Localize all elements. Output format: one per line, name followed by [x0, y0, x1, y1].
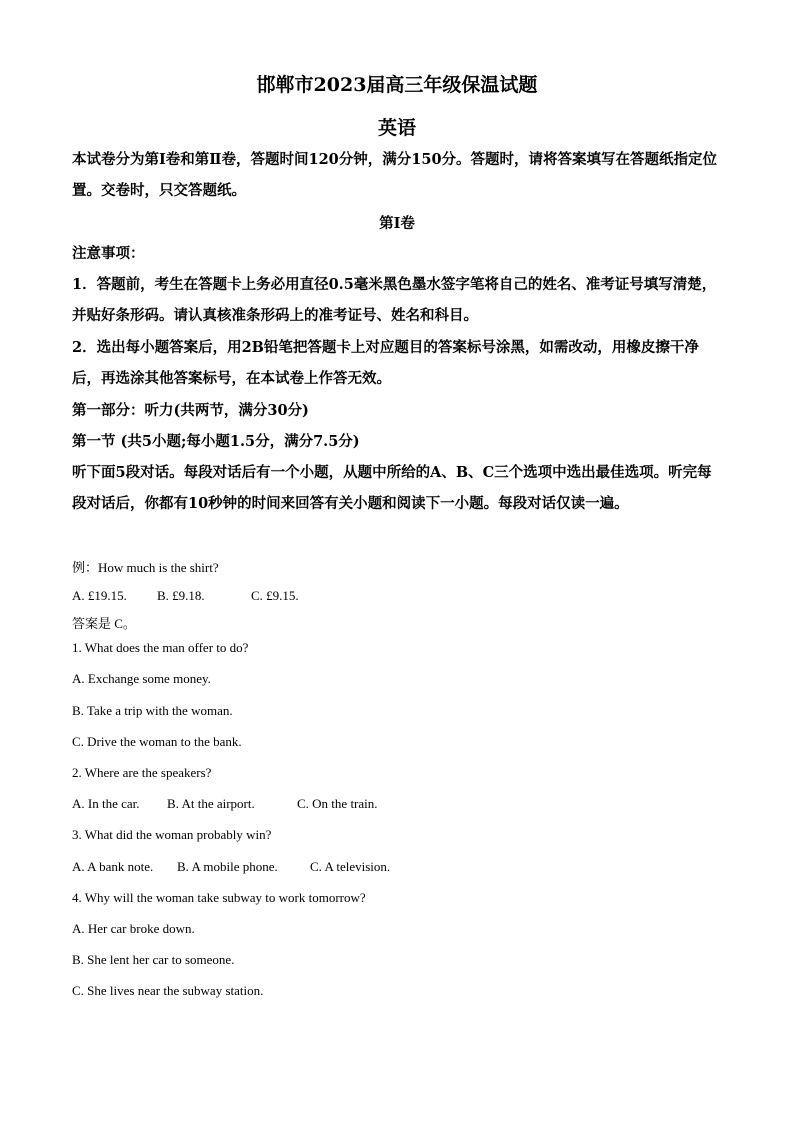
question-3: 3. What did the woman probably win?: [72, 827, 272, 842]
question-2-option-b: B. At the airport.: [167, 796, 255, 811]
example-option-a: A. £19.15.: [72, 588, 127, 603]
question-4: 4. Why will the woman take subway to work tomorrow?: [72, 890, 366, 905]
example-options: [72, 588, 299, 604]
notes-item-2: 2．选出每小题答案后，用2B铅笔把答题卡上对应题目的答案标号涂黑，如需改动，用橡皮擦干净后，再选涂其他答案标号，在本试卷上作答无效。: [72, 339, 699, 387]
exam-intro: 本试卷分为第Ⅰ卷和第Ⅱ卷，答题时间120分钟，满分150分。答题时，请将答案填写在答题纸指定位置。交卷时，只交答题纸。: [72, 151, 718, 199]
exam-subject: 英语: [377, 117, 416, 139]
question-3-options: [72, 859, 390, 875]
question-3-option-c: C. A television.: [310, 859, 391, 874]
notes-item-1: 1．答题前，考生在答题卡上务必用直径0.5毫米黑色墨水签字笔将自己的姓名、准考证号填写清楚，并贴好条形码。请认真核准条形码上的准考证号、姓名和科目。: [72, 276, 717, 324]
section1-heading: 第一节 (共5小题;每小题1.5分，满分7.5分): [72, 433, 360, 450]
question-2-option-a: A. In the car.: [72, 796, 140, 811]
question-1: 1. What does the man offer to do?: [72, 640, 249, 655]
notes-heading: 注意事项：: [72, 245, 145, 262]
example-question: 例：How much is the shirt?: [72, 560, 219, 575]
question-4-option-b: B. She lent her car to someone.: [72, 952, 235, 967]
question-1-option-b: B. Take a trip with the woman.: [72, 703, 233, 718]
volume-label: 第Ⅰ卷: [379, 215, 415, 232]
question-3-option-b: B. A mobile phone.: [177, 859, 278, 874]
example-answer: 答案是 C。: [72, 616, 136, 631]
question-1-option-a: A. Exchange some money.: [72, 671, 211, 686]
question-2-options: [72, 796, 378, 812]
question-4-option-a: A. Her car broke down.: [72, 921, 195, 936]
example-option-c: C. £9.15.: [251, 588, 299, 603]
question-3-option-a: A. A bank note.: [72, 859, 154, 874]
question-2: 2. Where are the speakers?: [72, 765, 212, 780]
exam-title: 邯郸市2023届高三年级保温试题: [256, 74, 538, 96]
question-4-option-c: C. She lives near the subway station.: [72, 983, 264, 998]
example-option-b: B. £9.18.: [157, 588, 205, 603]
question-2-option-c: C. On the train.: [297, 796, 378, 811]
listening-instruction: 听下面5段对话。每段对话后有一个小题，从题中所给的A、B、C三个选项中选出最佳选项。听完每段对话后，你都有10秒钟的时间来回答有关小题和阅读下一小题。每段对话仅读一遍。: [72, 464, 712, 512]
question-1-option-c: C. Drive the woman to the bank.: [72, 734, 242, 749]
part1-heading: 第一部分：听力(共两节，满分30分): [72, 402, 309, 419]
